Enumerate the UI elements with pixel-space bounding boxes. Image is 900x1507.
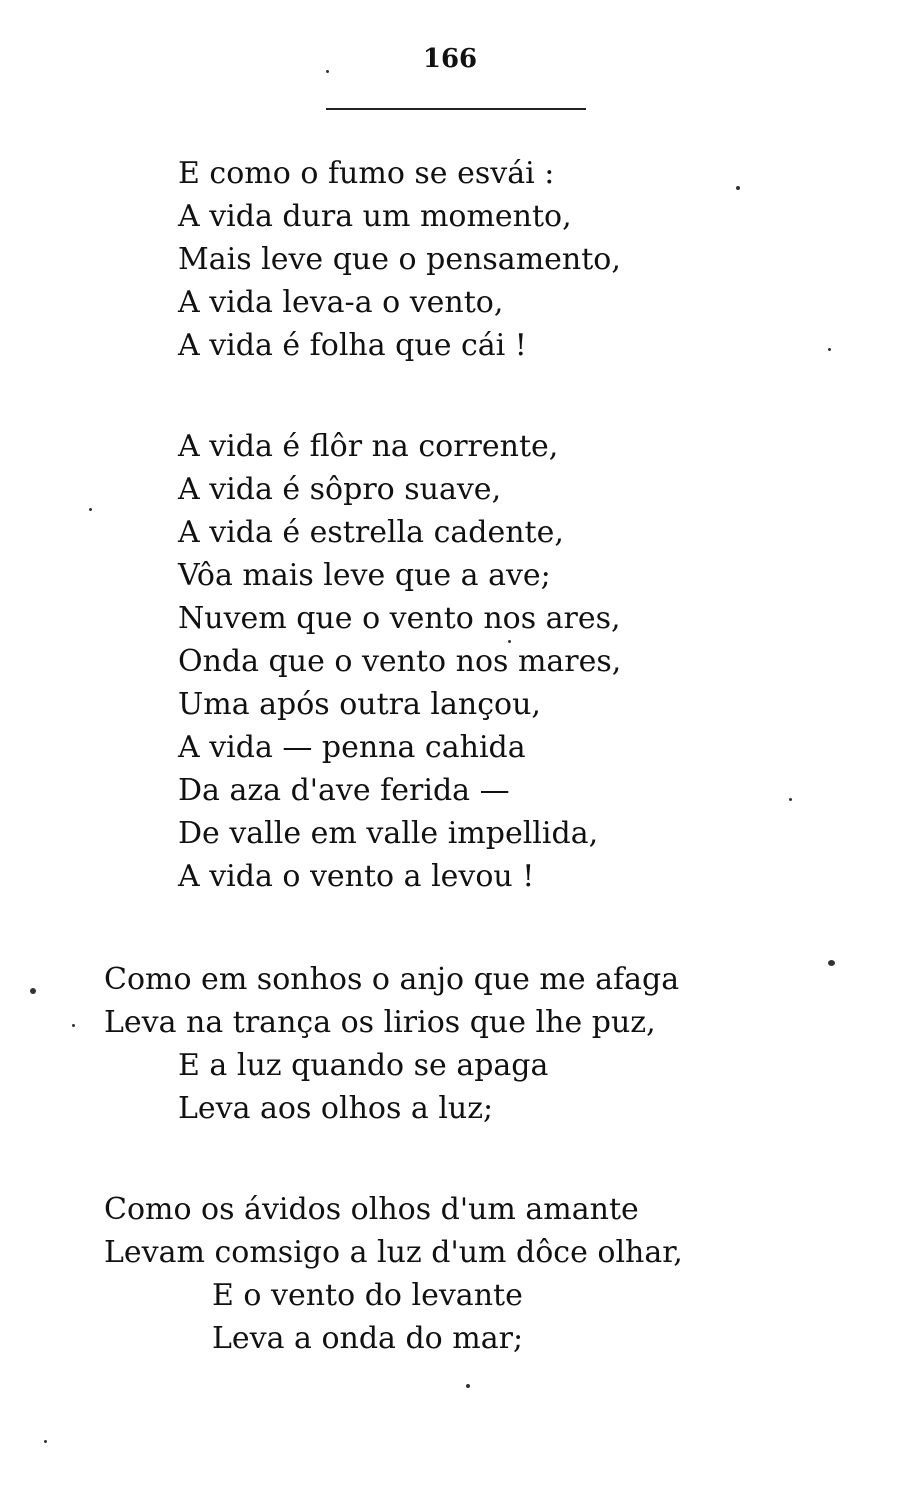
scan-speck [789,798,792,801]
scan-speck [828,960,835,966]
verse-line: A vida o vento a levou ! [178,859,535,894]
verse-line: Onda que o vento nos mares, [178,644,622,679]
verse-line-indented: E a luz quando se apaga [178,1048,549,1083]
verse-line: A vida leva-a o vento, [178,285,504,320]
scan-speck [828,348,831,351]
stanza-2 [178,425,621,898]
verse-line: Mais leve que o pensamento, [178,242,621,277]
scan-speck [44,1440,47,1443]
page-number: 166 [422,44,478,74]
stanza-3 [104,958,679,1130]
verse-line: Como os ávidos olhos d'um amante [104,1192,639,1227]
scan-speck [326,70,329,73]
verse-line-indented: Leva a onda do mar; [212,1321,524,1356]
verse-line: A vida é estrella cadente, [178,515,564,550]
verse-line: Leva na trança os lirios que lhe puz, [104,1005,656,1040]
scan-speck [89,508,92,511]
verse-line: Uma após outra lançou, [178,687,541,722]
scan-speck [736,186,740,190]
verse-line: Da aza d'ave ferida — [178,773,510,808]
verse-line: A vida — penna cahida [178,730,526,765]
scan-speck [466,1384,470,1388]
header-rule [326,108,586,110]
verse-line-indented: Leva aos olhos a luz; [178,1091,494,1126]
verse-line: E como o fumo se esvái : [178,156,555,191]
verse-line: A vida é sôpro suave, [178,472,502,507]
verse-line: Nuvem que o vento nos ares, [178,601,621,636]
verse-line: Como em sonhos o anjo que me afaga [104,962,680,997]
verse-line: A vida dura um momento, [178,199,572,234]
verse-line: A vida é folha que cái ! [178,328,527,363]
verse-line: Vôa mais leve que a ave; [178,558,551,593]
scan-speck [508,640,511,643]
scan-speck [72,1024,75,1027]
stanza-4 [104,1188,683,1360]
verse-line: A vida é flôr na corrente, [178,429,559,464]
verse-line-indented: E o vento do levante [212,1278,523,1313]
scan-speck [30,988,36,994]
stanza-1 [178,152,621,367]
verse-line: De valle em valle impellida, [178,816,599,851]
verse-line: Levam comsigo a luz d'um dôce olhar, [104,1235,683,1270]
